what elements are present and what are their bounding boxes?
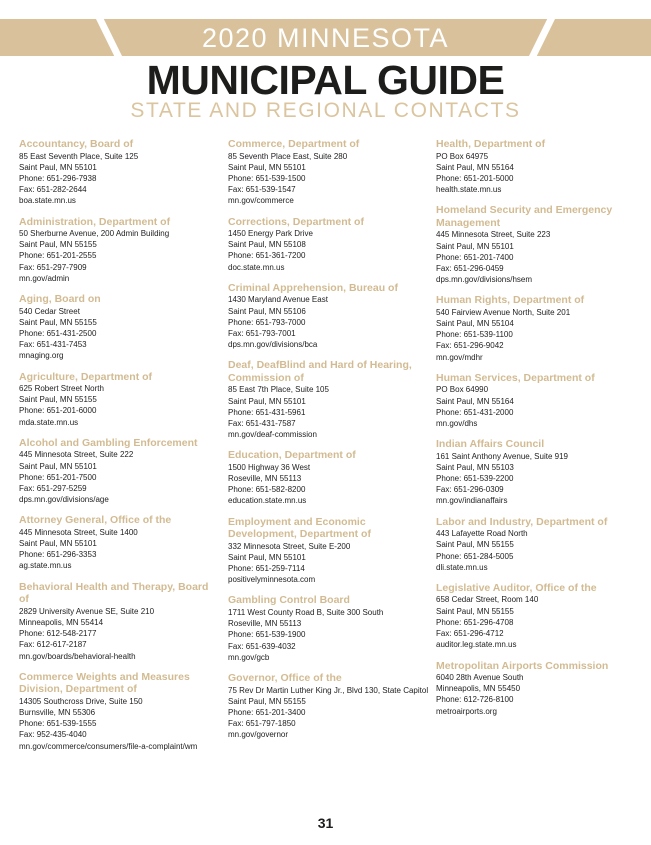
contact-detail: Saint Paul, MN 55101 bbox=[19, 461, 97, 471]
contact-website-link[interactable]: education.state.mn.us bbox=[228, 496, 307, 506]
contact-entry bbox=[436, 372, 636, 429]
contact-detail: Phone: 651-431-5961 bbox=[228, 407, 306, 417]
contact-detail: Fax: 651-797-1850 bbox=[228, 719, 296, 729]
contact-detail: Phone: 651-296-3353 bbox=[19, 550, 97, 560]
contact-detail: 625 Robert Street North bbox=[19, 384, 104, 394]
contact-detail: Fax: 651-431-7453 bbox=[19, 340, 87, 350]
contact-detail: Fax: 651-297-5259 bbox=[19, 483, 87, 493]
contact-name: Governor, Office of the bbox=[228, 672, 342, 684]
contact-detail: Saint Paul, MN 55155 bbox=[19, 395, 97, 405]
contact-detail: Saint Paul, MN 55164 bbox=[436, 162, 514, 172]
contact-entry bbox=[19, 581, 219, 662]
page-subtitle: STATE AND REGIONAL CONTACTS bbox=[130, 99, 521, 122]
contact-website-link[interactable]: mn.gov/boards/behavioral-health bbox=[19, 651, 136, 661]
contact-detail: Burnsville, MN 55306 bbox=[19, 707, 96, 717]
contact-detail: Fax: 651-296-0459 bbox=[436, 263, 504, 273]
contact-detail: Saint Paul, MN 55108 bbox=[228, 240, 306, 250]
contact-name: Metropolitan Airports Commission bbox=[436, 659, 609, 672]
contact-detail: Saint Paul, MN 55101 bbox=[19, 539, 97, 549]
contact-detail: 445 Minnesota Street, Suite 1400 bbox=[19, 527, 138, 537]
contact-detail: Saint Paul, MN 55155 bbox=[19, 317, 97, 327]
page-title: MUNICIPAL GUIDE bbox=[146, 57, 505, 103]
contact-detail: Phone: 651-201-2555 bbox=[19, 251, 97, 261]
contact-detail: 1500 Highway 36 West bbox=[228, 462, 311, 472]
contacts-column-1 bbox=[19, 138, 219, 761]
contact-entry bbox=[436, 294, 636, 363]
contact-detail: 445 Minnesota Street, Suite 222 bbox=[19, 450, 134, 460]
contact-website-link[interactable]: doc.state.mn.us bbox=[228, 262, 285, 272]
contact-detail: 85 Seventh Place East, Suite 280 bbox=[228, 151, 348, 161]
contact-name: Accountancy, Board of bbox=[19, 138, 134, 150]
contact-website-link[interactable]: dps.mn.gov/divisions/hsem bbox=[436, 275, 533, 285]
contact-detail: Fax: 651-296-0309 bbox=[436, 485, 504, 495]
contact-detail: Phone: 651-296-4708 bbox=[436, 617, 514, 627]
contact-detail: Saint Paul, MN 55103 bbox=[436, 462, 514, 472]
contact-website-link[interactable]: boa.state.mn.us bbox=[19, 196, 76, 206]
contact-detail: 14305 Southcross Drive, Suite 150 bbox=[19, 696, 143, 706]
banner-title: 2020 MINNESOTA bbox=[201, 23, 450, 53]
contact-name: Health, Department of bbox=[436, 138, 546, 150]
contact-detail: Saint Paul, MN 55101 bbox=[228, 162, 306, 172]
contact-detail: Phone: 651-539-1555 bbox=[19, 719, 97, 729]
contact-detail: 75 Rev Dr Martin Luther King Jr., Blvd 130, State Capitol bbox=[228, 685, 429, 695]
contact-name: Human Services, Department of bbox=[436, 371, 595, 384]
contact-entry bbox=[228, 672, 428, 741]
contact-detail: 540 Fairview Avenue North, Suite 201 bbox=[436, 307, 571, 317]
contact-website-link[interactable]: mn.gov/admin bbox=[19, 273, 70, 283]
contact-detail: Fax: 952-435-4040 bbox=[19, 730, 87, 740]
contact-detail: Roseville, MN 55113 bbox=[228, 474, 302, 484]
contact-entry bbox=[19, 371, 219, 428]
contact-name: Alcohol and Gambling Enforcement bbox=[19, 436, 198, 449]
contact-website-link[interactable]: metroairports.org bbox=[436, 706, 497, 716]
contact-detail: Saint Paul, MN 55101 bbox=[19, 162, 97, 172]
contact-detail: Phone: 651-201-7400 bbox=[436, 252, 514, 262]
contact-entry bbox=[19, 293, 219, 362]
contact-website-link[interactable]: mn.gov/gcb bbox=[228, 652, 270, 662]
contact-website-link[interactable]: dps.mn.gov/divisions/bca bbox=[228, 340, 318, 350]
contact-detail: 658 Cedar Street, Room 140 bbox=[436, 595, 539, 605]
contact-detail: Phone: 651-361-7200 bbox=[228, 251, 306, 261]
contact-name: Employment and Economic Development, Department of bbox=[228, 515, 371, 541]
contact-detail: Fax: 651-431-7587 bbox=[228, 418, 296, 428]
contacts-column-2 bbox=[228, 138, 428, 750]
contact-detail: Phone: 612-548-2177 bbox=[19, 629, 97, 639]
contact-website-link[interactable]: positivelyminnesota.com bbox=[228, 575, 316, 585]
contact-website-link[interactable]: mda.state.mn.us bbox=[19, 417, 79, 427]
contact-detail: Fax: 651-539-1547 bbox=[228, 185, 296, 195]
contact-detail: Saint Paul, MN 55106 bbox=[228, 306, 306, 316]
contact-detail: Minneapolis, MN 55450 bbox=[436, 684, 521, 694]
contact-entry bbox=[436, 516, 636, 573]
contact-entry bbox=[19, 437, 219, 506]
contact-entry bbox=[436, 204, 636, 285]
contact-name: Indian Affairs Council bbox=[436, 438, 545, 451]
contact-detail: Saint Paul, MN 55104 bbox=[436, 319, 514, 329]
contact-name: Agriculture, Department of bbox=[19, 370, 153, 383]
contact-entry bbox=[228, 516, 428, 586]
contact-detail: Phone: 612-726-8100 bbox=[436, 695, 514, 705]
contact-detail: Phone: 651-431-2000 bbox=[436, 407, 514, 417]
contact-website-link[interactable]: mn.gov/dhs bbox=[436, 418, 478, 428]
contact-detail: Phone: 651-284-5005 bbox=[436, 551, 514, 561]
contact-name: Attorney General, Office of the bbox=[19, 514, 172, 527]
contact-name: Commerce, Department of bbox=[228, 138, 360, 150]
contact-name: Administration, Department of bbox=[19, 215, 171, 228]
contact-detail: 445 Minnesota Street, Suite 223 bbox=[436, 230, 551, 240]
contact-name: Deaf, DeafBlind and Hard of Hearing, Commission of bbox=[228, 359, 412, 384]
contact-detail: Minneapolis, MN 55414 bbox=[19, 617, 104, 627]
contact-detail: Phone: 651-201-7500 bbox=[19, 472, 97, 482]
contact-detail: Phone: 651-201-5000 bbox=[436, 173, 514, 183]
contact-entry bbox=[436, 138, 636, 195]
contact-detail: Phone: 651-793-7000 bbox=[228, 317, 306, 327]
contact-entry bbox=[436, 582, 636, 651]
contact-detail: 443 Lafayette Road North bbox=[436, 529, 528, 539]
contact-detail: Phone: 651-201-6000 bbox=[19, 406, 97, 416]
contact-entry bbox=[228, 449, 428, 506]
contact-entry bbox=[19, 216, 219, 285]
contact-detail: Phone: 651-296-7938 bbox=[19, 173, 97, 183]
contact-detail: Fax: 651-639-4032 bbox=[228, 641, 296, 651]
contact-detail: Fax: 612-617-2187 bbox=[19, 640, 87, 650]
contact-detail: Saint Paul, MN 55155 bbox=[19, 240, 97, 250]
contact-website-link[interactable]: dli.state.mn.us bbox=[436, 562, 488, 572]
contact-name: Human Rights, Department of bbox=[436, 294, 585, 307]
contact-detail: Fax: 651-297-7909 bbox=[19, 262, 87, 272]
contact-website-link[interactable]: dps.mn.gov/divisions/age bbox=[19, 495, 109, 505]
contact-website-link[interactable]: mn.gov/deaf-commission bbox=[228, 430, 317, 440]
contact-detail: Phone: 651-201-3400 bbox=[228, 707, 306, 717]
contact-entry bbox=[19, 138, 219, 207]
contact-entry bbox=[228, 594, 428, 663]
contact-entry bbox=[228, 216, 428, 273]
contact-detail: Phone: 651-539-1100 bbox=[436, 330, 513, 340]
contact-entry bbox=[228, 138, 428, 207]
contact-detail: Phone: 651-431-2500 bbox=[19, 328, 97, 338]
contact-entry bbox=[228, 359, 428, 440]
contact-detail: 1430 Maryland Avenue East bbox=[228, 295, 328, 305]
contact-detail: Fax: 651-793-7001 bbox=[228, 328, 296, 338]
contact-detail: 2829 University Avenue SE, Suite 210 bbox=[19, 606, 155, 616]
contact-entry bbox=[436, 438, 636, 507]
contact-detail: Saint Paul, MN 55101 bbox=[228, 552, 306, 562]
contact-name: Commerce Weights and Measures Division, Department of bbox=[19, 670, 190, 696]
contact-detail: Phone: 651-539-2200 bbox=[436, 474, 514, 484]
contact-detail: 540 Cedar Street bbox=[19, 306, 80, 316]
contact-website-link[interactable]: mn.gov/mdhr bbox=[436, 352, 483, 362]
contact-detail: Fax: 651-296-9042 bbox=[436, 341, 504, 351]
contact-name: Homeland Security and Emergency Management bbox=[436, 204, 613, 229]
contact-entry bbox=[436, 660, 636, 717]
contact-name: Education, Department of bbox=[228, 449, 356, 462]
contact-detail: PO Box 64990 bbox=[436, 385, 489, 395]
page-number: 31 bbox=[317, 815, 334, 831]
contact-name: Corrections, Department of bbox=[228, 215, 364, 228]
contact-name: Aging, Board on bbox=[19, 293, 101, 306]
contact-website-link[interactable]: ag.state.mn.us bbox=[19, 561, 72, 571]
contact-entry bbox=[19, 514, 219, 571]
contact-detail: 161 Saint Anthony Avenue, Suite 919 bbox=[436, 451, 568, 461]
contact-entry bbox=[19, 671, 219, 752]
contact-detail: 6040 28th Avenue South bbox=[436, 673, 524, 682]
contact-name: Legislative Auditor, Office of the bbox=[436, 581, 597, 594]
contact-detail: Phone: 651-259-7114 bbox=[228, 564, 305, 574]
contact-website-link[interactable]: health.state.mn.us bbox=[436, 185, 502, 195]
contact-detail: Saint Paul, MN 55155 bbox=[228, 696, 306, 706]
contact-name: Labor and Industry, Department of bbox=[436, 515, 608, 528]
contact-detail: Fax: 651-282-2644 bbox=[19, 185, 87, 195]
contact-detail: Saint Paul, MN 55164 bbox=[436, 396, 514, 406]
contact-name: Gambling Control Board bbox=[228, 594, 350, 607]
contact-website-link[interactable]: mn.gov/commerce/consumers/file-a-complaint/wm bbox=[19, 741, 198, 751]
contact-website-link[interactable]: auditor.leg.state.mn.us bbox=[436, 640, 517, 650]
contact-detail: PO Box 64975 bbox=[436, 151, 489, 161]
contact-entry bbox=[228, 282, 428, 351]
contact-detail: Saint Paul, MN 55155 bbox=[436, 606, 514, 616]
contact-detail: 50 Sherburne Avenue, 200 Admin Building bbox=[19, 229, 170, 239]
contact-detail: 1450 Energy Park Drive bbox=[228, 229, 313, 239]
contact-detail: 1711 West County Road B, Suite 300 South bbox=[228, 607, 384, 617]
contact-detail: 332 Minnesota Street, Suite E-200 bbox=[228, 541, 351, 551]
contact-website-link[interactable]: mn.gov/commerce bbox=[228, 196, 294, 206]
contact-detail: 85 East Seventh Place, Suite 125 bbox=[19, 151, 139, 161]
contact-detail: Saint Paul, MN 55101 bbox=[228, 396, 306, 406]
contact-detail: Roseville, MN 55113 bbox=[228, 619, 302, 629]
contact-name: Behavioral Health and Therapy, Board of bbox=[19, 580, 209, 606]
contact-detail: Phone: 651-539-1900 bbox=[228, 630, 306, 640]
contact-detail: Phone: 651-539-1500 bbox=[228, 173, 306, 183]
contacts-column-3 bbox=[436, 138, 636, 726]
contact-detail: Saint Paul, MN 55101 bbox=[436, 241, 514, 251]
contact-website-link[interactable]: mnaging.org bbox=[19, 351, 64, 361]
contact-detail: Phone: 651-582-8200 bbox=[228, 485, 306, 495]
contact-website-link[interactable]: mn.gov/governor bbox=[228, 730, 289, 740]
contact-name: Criminal Apprehension, Bureau of bbox=[228, 281, 398, 294]
contact-detail: 85 East 7th Place, Suite 105 bbox=[228, 385, 329, 395]
contact-detail: Fax: 651-296-4712 bbox=[436, 629, 504, 639]
contact-detail: Saint Paul, MN 55155 bbox=[436, 540, 514, 550]
contact-website-link[interactable]: mn.gov/indianaffairs bbox=[436, 496, 508, 506]
